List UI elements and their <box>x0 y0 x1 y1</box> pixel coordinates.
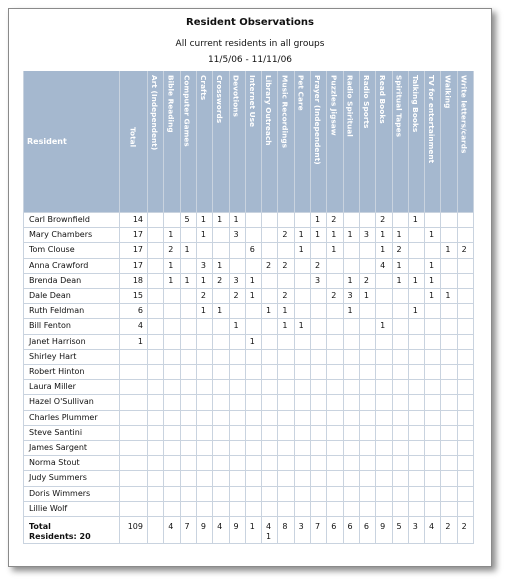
activity-column-header <box>196 75 211 209</box>
activity-count: 1 <box>347 306 353 316</box>
activity-column-label: Pet Care <box>296 75 306 111</box>
activity-count: 3 <box>200 260 206 270</box>
resident-name: Tom Clouse <box>29 245 75 255</box>
column-divider <box>147 71 148 544</box>
activity-count: 1 <box>168 230 174 240</box>
activity-count: 1 <box>412 275 418 285</box>
resident-name: Robert Hinton <box>29 367 85 376</box>
activity-column-label: Music Recordings <box>280 75 290 149</box>
activity-count: 1 <box>184 245 190 255</box>
resident-name: Ruth Feldman <box>29 306 85 316</box>
resident-name: Judy Summers <box>29 473 87 483</box>
row-divider <box>23 440 473 441</box>
activity-count: 1 <box>168 260 174 270</box>
activity-count: 4 <box>380 260 386 270</box>
resident-name: Janet Harrison <box>29 336 86 346</box>
activity-column-header <box>229 75 244 209</box>
row-divider <box>23 486 473 487</box>
activity-total: 6 <box>347 522 353 531</box>
row-divider <box>23 516 473 517</box>
activity-count: 1 <box>200 306 206 316</box>
activity-total: 3 <box>298 522 304 531</box>
row-divider <box>23 501 473 502</box>
activity-column-label: Computer Games <box>182 75 192 147</box>
activity-count: 1 <box>380 245 386 255</box>
row-divider <box>23 379 473 380</box>
activity-count: 2 <box>233 291 239 300</box>
activity-total: 4 <box>217 522 223 531</box>
activity-count: 2 <box>282 291 288 300</box>
resident-name: Shirley Hart <box>29 351 77 361</box>
activity-count: 1 <box>429 291 435 300</box>
activity-column-label: Internet Use <box>247 75 257 127</box>
activity-column-header <box>147 75 162 209</box>
activity-count: 2 <box>380 215 386 224</box>
resident-total: 15 <box>132 291 143 300</box>
activity-count: 2 <box>331 215 337 224</box>
column-divider <box>473 71 474 544</box>
activity-count: 1 <box>233 321 239 331</box>
activity-total: 4 <box>168 522 174 531</box>
activity-total: 2 <box>445 522 451 531</box>
total-column-label: Total <box>128 127 138 148</box>
activity-count: 3 <box>233 275 239 285</box>
activity-count: 1 <box>217 260 223 270</box>
activity-column-header <box>277 75 292 209</box>
activity-total: 9 <box>233 522 239 531</box>
activity-total: 9 <box>200 522 206 531</box>
row-divider <box>23 349 473 350</box>
totals-residents-label: Residents: 20 <box>29 532 91 541</box>
resident-name: Mary Chambers <box>29 230 93 240</box>
activity-count: 2 <box>363 275 369 285</box>
activity-column-label: Prayer (Independent) <box>313 75 322 165</box>
activity-total: 4 <box>266 522 272 531</box>
resident-name: Dale Dean <box>29 291 71 300</box>
resident-name: Norma Stout <box>29 458 80 468</box>
activity-count: 1 <box>429 260 435 270</box>
activity-count: 1 <box>429 230 435 240</box>
column-divider <box>375 71 376 544</box>
activity-count: 1 <box>363 291 369 300</box>
activity-count: 1 <box>233 215 239 224</box>
activity-column-header <box>424 75 439 209</box>
activity-count: 1 <box>396 260 402 270</box>
activity-count: 1 <box>347 275 353 285</box>
column-divider <box>440 71 441 544</box>
column-divider <box>392 71 393 544</box>
resident-column-header: Resident <box>27 137 67 146</box>
activity-total: 6 <box>363 522 369 531</box>
activity-count: 1 <box>217 306 223 316</box>
activity-total: 5 <box>396 522 402 531</box>
column-divider <box>163 71 164 544</box>
resident-name: Hazel O'Sullivan <box>29 397 94 407</box>
resident-total: 6 <box>137 306 143 316</box>
activity-column-label: Devotions <box>231 75 241 117</box>
column-divider <box>294 71 295 544</box>
activity-count: 1 <box>282 306 288 316</box>
table-header <box>23 71 473 212</box>
activity-column-label: Write letters/cards <box>459 75 469 154</box>
activity-count: 1 <box>249 275 255 285</box>
activity-column-label: TV for entertainment <box>427 75 437 164</box>
resident-name: Doris Wimmers <box>29 488 91 498</box>
row-divider <box>23 318 473 319</box>
resident-name: Bill Fenton <box>29 321 71 331</box>
activity-column-header <box>343 75 358 209</box>
activity-total: 7 <box>184 522 190 531</box>
row-divider <box>23 455 473 456</box>
activity-count: 3 <box>233 230 239 240</box>
row-divider <box>23 394 473 395</box>
column-divider <box>359 71 360 544</box>
activity-count: 3 <box>363 230 369 240</box>
activity-column-header <box>163 75 178 209</box>
activity-column-header <box>294 75 309 209</box>
activity-count: 1 <box>396 275 402 285</box>
resident-name: Lillie Wolf <box>29 503 68 513</box>
activity-column-label: Crafts <box>198 75 208 101</box>
resident-name: Anna Crawford <box>29 260 89 270</box>
row-divider <box>23 258 473 259</box>
activity-count: 2 <box>396 245 402 255</box>
column-divider <box>310 71 311 544</box>
activity-count: 2 <box>461 245 467 255</box>
activity-column-header <box>375 75 390 209</box>
activity-column-label: Crosswords <box>215 75 225 124</box>
activity-count: 1 <box>412 306 418 316</box>
activity-count: 2 <box>282 230 288 240</box>
activity-count: 1 <box>298 245 304 255</box>
resident-name: Laura Miller <box>29 382 76 392</box>
row-divider <box>23 334 473 335</box>
report-title: Resident Observations <box>186 17 314 28</box>
activity-column-label: Art (Independent) <box>150 75 159 151</box>
activity-total: 6 <box>331 522 337 531</box>
row-divider <box>23 273 473 274</box>
grand-total: 109 <box>127 522 143 531</box>
activity-count: 1 <box>331 245 337 255</box>
resident-total: 1 <box>137 336 143 346</box>
column-divider <box>245 71 246 544</box>
activity-column-header <box>212 75 227 209</box>
activity-count: 1 <box>184 275 190 285</box>
activity-count: 2 <box>217 275 223 285</box>
row-divider <box>23 410 473 411</box>
column-divider <box>457 71 458 544</box>
activity-count: 2 <box>266 260 272 270</box>
activity-column-label: Bible Reading <box>166 75 176 133</box>
activity-column-label: Read Books <box>378 75 388 124</box>
activity-count: 1 <box>445 291 451 300</box>
activity-count: 1 <box>445 245 451 255</box>
activity-column-header <box>261 75 276 209</box>
resident-total: 14 <box>132 215 143 224</box>
activity-count: 1 <box>298 230 304 240</box>
row-divider <box>23 364 473 365</box>
activity-count: 3 <box>314 275 321 285</box>
activity-total: 1 <box>249 522 255 531</box>
activity-count: 1 <box>249 291 255 300</box>
resident-name: Carl Brownfield <box>29 215 90 224</box>
activity-count: 1 <box>380 230 386 240</box>
activity-column-label: Talking Books <box>410 75 420 133</box>
activity-count: 1 <box>429 275 435 285</box>
resident-total: 17 <box>132 260 143 270</box>
column-divider <box>180 71 181 544</box>
activity-column-label: Walking <box>443 75 453 109</box>
activity-count: 1 <box>249 336 255 346</box>
observations-table <box>23 71 473 544</box>
activity-count: 1 <box>396 230 402 240</box>
activity-count: 2 <box>314 260 321 270</box>
activity-count: 1 <box>217 215 223 224</box>
column-divider <box>424 71 425 544</box>
activity-column-header <box>180 75 195 209</box>
activity-count: 1 <box>298 321 304 331</box>
activity-column-header <box>392 75 407 209</box>
row-divider <box>23 470 473 471</box>
activity-total: 3 <box>412 522 418 531</box>
resident-total: 4 <box>137 321 143 331</box>
activity-count: 2 <box>200 291 206 300</box>
resident-total: 18 <box>132 275 143 285</box>
activity-count: 1 <box>200 275 206 285</box>
column-divider <box>119 71 120 544</box>
resident-name: James Sargent <box>29 443 88 452</box>
row-divider <box>23 227 473 228</box>
activity-column-header <box>326 75 341 209</box>
row-divider <box>23 212 473 213</box>
activity-count: 1 <box>314 215 321 224</box>
activity-column-label: Radio Spiritual <box>345 75 355 137</box>
activity-total-extra: 1 <box>266 532 272 541</box>
activity-count: 3 <box>347 291 353 300</box>
activity-column-label: Library Outreach <box>264 75 274 146</box>
activity-total: 2 <box>461 522 467 531</box>
activity-count: 1 <box>200 215 206 224</box>
activity-column-header <box>359 75 374 209</box>
row-divider <box>23 303 473 304</box>
totals-label: Total <box>29 522 51 531</box>
activity-count: 2 <box>282 260 288 270</box>
resident-name: Brenda Dean <box>29 275 82 285</box>
row-divider <box>23 242 473 243</box>
activity-count: 1 <box>314 230 321 240</box>
column-divider <box>326 71 327 544</box>
column-divider <box>23 71 24 544</box>
activity-total: 9 <box>380 522 386 531</box>
activity-column-header <box>245 75 260 209</box>
activity-total: 7 <box>314 522 321 531</box>
resident-total: 17 <box>132 245 143 255</box>
activity-count: 1 <box>331 230 337 240</box>
row-divider <box>23 425 473 426</box>
activity-column-label: Puzzles Jigsaw <box>329 75 339 136</box>
activity-count: 1 <box>380 321 386 331</box>
activity-count: 1 <box>347 230 353 240</box>
activity-column-header <box>310 75 325 209</box>
activity-count: 1 <box>266 306 272 316</box>
activity-count: 2 <box>168 245 174 255</box>
activity-count: 6 <box>249 245 255 255</box>
row-divider <box>23 288 473 289</box>
total-column-header <box>125 79 141 209</box>
activity-count: 1 <box>282 321 288 331</box>
report-page <box>8 8 492 567</box>
column-divider <box>229 71 230 544</box>
activity-count: 1 <box>412 215 418 224</box>
activity-count: 1 <box>200 230 206 240</box>
activity-column-label: Radio Sports <box>361 75 371 129</box>
activity-column-header <box>457 75 472 209</box>
report-subtitle: All current residents in all groups <box>175 39 325 49</box>
activity-column-header <box>408 75 423 209</box>
report-date-range: 11/5/06 - 11/11/06 <box>207 55 293 65</box>
activity-column-header <box>440 75 455 209</box>
resident-name: Steve Santini <box>29 427 83 437</box>
activity-count: 2 <box>331 291 337 300</box>
activity-total: 8 <box>282 522 288 531</box>
activity-column-label: Spiritual Tapes <box>394 75 404 137</box>
activity-count: 1 <box>168 275 174 285</box>
resident-name: Charles Plummer <box>29 412 98 422</box>
activity-total: 4 <box>429 522 435 531</box>
activity-count: 5 <box>184 215 190 224</box>
table-bottom-border <box>23 543 473 544</box>
resident-total: 17 <box>132 230 143 240</box>
